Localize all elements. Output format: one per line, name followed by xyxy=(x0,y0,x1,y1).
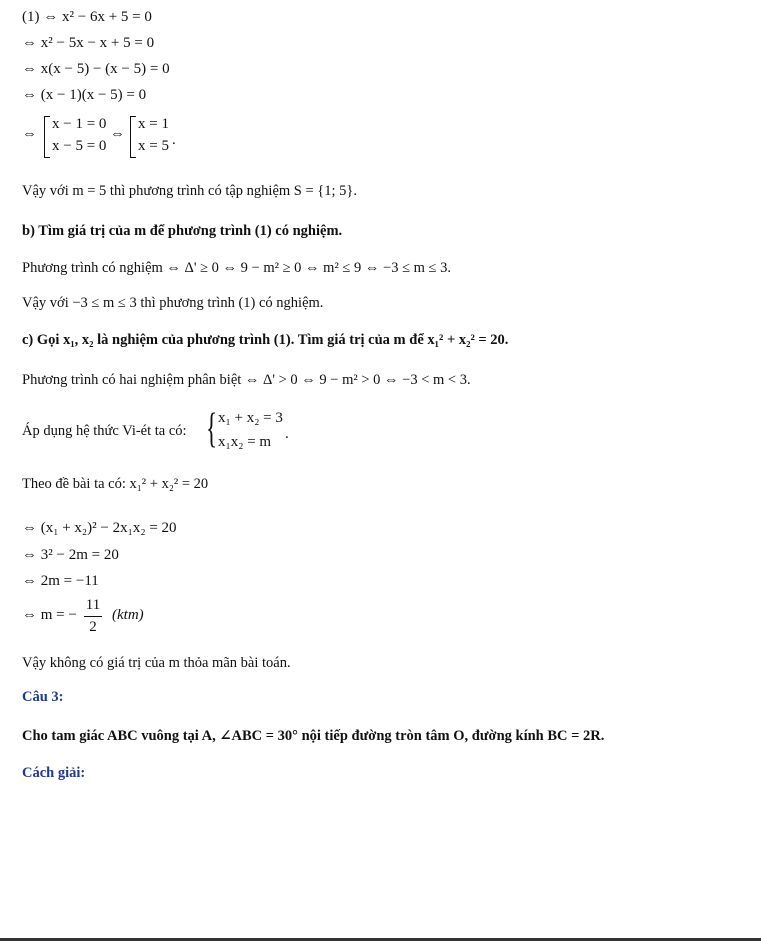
bracket-eq-2: x − 5 = 0 xyxy=(52,138,107,154)
equation-line-1: (1) ⇔ x² − 6x + 5 = 0 xyxy=(22,9,152,25)
equation-line-4: ⇔ (x − 1)(x − 5) = 0 xyxy=(22,87,147,103)
right-bracket xyxy=(130,116,136,158)
question-3-heading: Câu 3: xyxy=(22,689,64,705)
vieta-sum: x₁ + x₂ = 3 xyxy=(218,410,283,426)
bracket-sol-1: x = 1 xyxy=(138,116,169,132)
conclusion-part-a: Vậy với m = 5 thì phương trình có tập nghiệm S = {1; 5}. xyxy=(22,183,357,199)
step-line-2: ⇔ 3² − 2m = 20 xyxy=(22,547,119,563)
left-bracket xyxy=(44,116,50,158)
fraction-numerator: 11 xyxy=(85,597,101,613)
equivalence-arrow: ⇔ xyxy=(22,126,37,142)
vieta-dot: . xyxy=(285,426,289,442)
step-4-prefix: ⇔ m = − xyxy=(22,607,77,623)
conclusion-part-b: Vậy với −3 ≤ m ≤ 3 thì phương trình (1) có nghiệm. xyxy=(22,295,324,311)
vieta-label: Áp dụng hệ thức Vi-ét ta có: xyxy=(22,423,187,439)
step-line-3: ⇔ 2m = −11 xyxy=(22,573,99,589)
bracket-sol-2: x = 5 xyxy=(138,138,169,154)
equivalence-arrow-2: ⇔ xyxy=(110,126,125,142)
solution-heading: Cách giải: xyxy=(22,765,86,781)
given-condition: Theo đề bài ta có: x₁² + x₂² = 20 xyxy=(22,476,209,492)
question-3-text: Cho tam giác ABC vuông tại A, ∠ABC = 30° nội tiếp đường tròn tâm O, đường kính BC = 2R. xyxy=(22,728,605,744)
vieta-product: x₁x₂ = m xyxy=(218,434,272,450)
conclusion-part-c: Vậy không có giá trị của m thỏa mãn bài toán. xyxy=(22,655,291,671)
step-line-1: ⇔ (x₁ + x₂)² − 2x₁x₂ = 20 xyxy=(22,520,177,536)
equation-line-2: ⇔ x² − 5x − x + 5 = 0 xyxy=(22,35,155,51)
has-root-condition: Phương trình có nghiệm ⇔ Δ' ≥ 0 ⇔ 9 − m² ≥ 0 ⇔ m² ≤ 9 ⇔ −3 ≤ m ≤ 3. xyxy=(22,260,452,276)
bracket-dot: . xyxy=(172,132,176,148)
two-roots-condition: Phương trình có hai nghiệm phân biệt ⇔ Δ' > 0 ⇔ 9 − m² > 0 ⇔ −3 < m < 3. xyxy=(22,372,471,388)
page-bottom-border xyxy=(0,938,761,941)
bracket-eq-1: x − 1 = 0 xyxy=(52,116,107,132)
heading-part-b: b) Tìm giá trị của m để phương trình (1) có nghiệm. xyxy=(22,223,343,239)
left-brace: { xyxy=(206,406,218,452)
not-satisfy-note: (ktm) xyxy=(112,607,144,623)
fraction-denominator: 2 xyxy=(89,619,97,635)
equation-line-3: ⇔ x(x − 5) − (x − 5) = 0 xyxy=(22,61,170,77)
heading-part-c: c) Gọi x₁, x₂ là nghiệm của phương trình (1). Tìm giá trị của m để x₁² + x₂² = 20. xyxy=(22,332,509,348)
